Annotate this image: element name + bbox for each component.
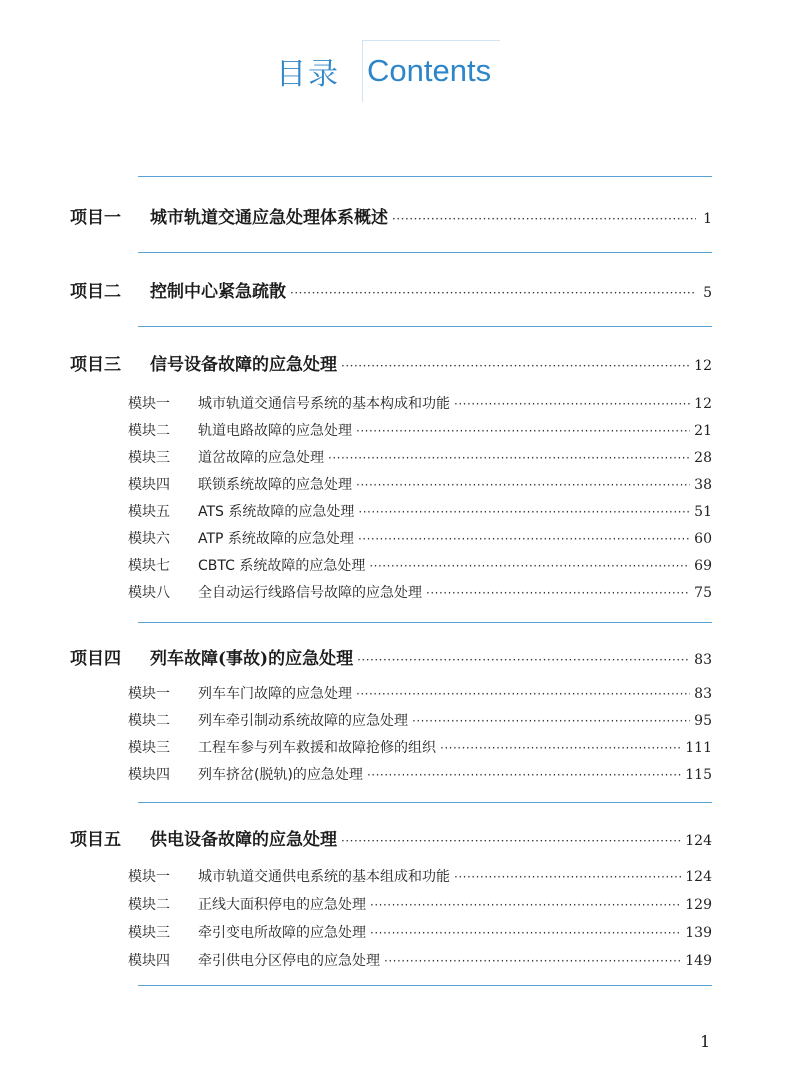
module-page: 60 — [694, 531, 712, 547]
module-title: 联锁系统故障的应急处理 — [198, 477, 352, 493]
toc-module-entry[interactable] — [128, 447, 712, 469]
project-number: 项目四 — [70, 649, 121, 669]
leader-dots — [357, 653, 690, 667]
leader-dots — [358, 532, 690, 546]
toc-module-entry[interactable] — [128, 866, 712, 888]
leader-dots — [358, 505, 690, 519]
toc-module-entry[interactable] — [128, 922, 712, 944]
divider — [138, 985, 712, 986]
toc-module-entry[interactable] — [128, 683, 712, 705]
module-title: 全自动运行线路信号故障的应急处理 — [198, 585, 422, 601]
leader-dots — [367, 768, 681, 782]
module-title: 列车车门故障的应急处理 — [198, 686, 352, 702]
leader-dots — [356, 424, 690, 438]
leader-dots — [356, 478, 690, 492]
module-page: 139 — [685, 925, 712, 941]
module-page: 38 — [694, 477, 712, 493]
project-title: 供电设备故障的应急处理 — [150, 830, 337, 850]
project-page: 5 — [703, 285, 712, 301]
module-number: 模块一 — [128, 396, 170, 412]
project-page: 124 — [685, 833, 712, 849]
project-page: 83 — [694, 652, 712, 668]
leader-dots — [412, 714, 690, 728]
toc-project-entry[interactable] — [70, 203, 712, 229]
module-title: 列车挤岔(脱轨)的应急处理 — [198, 767, 363, 783]
project-number: 项目二 — [70, 282, 121, 302]
module-number: 模块八 — [128, 585, 170, 601]
module-page: 12 — [694, 396, 712, 412]
module-number: 模块四 — [128, 953, 170, 969]
leader-dots — [426, 586, 690, 600]
module-page: 21 — [694, 423, 712, 439]
toc-project-entry[interactable] — [70, 277, 712, 303]
toc-module-entry[interactable] — [128, 501, 712, 523]
module-title: CBTC 系统故障的应急处理 — [198, 558, 366, 574]
toc-module-entry[interactable] — [128, 528, 712, 550]
project-page: 12 — [694, 358, 712, 374]
leader-dots — [356, 687, 690, 701]
divider — [138, 252, 712, 253]
module-number: 模块七 — [128, 558, 170, 574]
module-title: ATS 系统故障的应急处理 — [198, 504, 355, 520]
toc-module-entry[interactable] — [128, 950, 712, 972]
project-number: 项目三 — [70, 355, 121, 375]
page-number: 1 — [700, 1032, 711, 1051]
leader-dots — [440, 741, 681, 755]
project-number: 项目五 — [70, 830, 121, 850]
leader-dots — [328, 451, 690, 465]
toc-module-entry[interactable] — [128, 420, 712, 442]
module-page: 129 — [685, 897, 712, 913]
module-page: 95 — [694, 713, 712, 729]
module-title: 工程车参与列车救援和故障抢修的组织 — [198, 740, 436, 756]
module-title: 道岔故障的应急处理 — [198, 450, 324, 466]
leader-dots — [392, 212, 696, 226]
module-page: 115 — [685, 767, 712, 783]
module-number: 模块四 — [128, 767, 170, 783]
module-number: 模块六 — [128, 531, 170, 547]
project-title: 控制中心紧急疏散 — [150, 282, 286, 302]
page-header — [276, 40, 491, 102]
leader-dots — [454, 397, 690, 411]
module-page: 149 — [685, 953, 712, 969]
module-number: 模块二 — [128, 713, 170, 729]
divider — [138, 326, 712, 327]
module-title: 牵引供电分区停电的应急处理 — [198, 953, 380, 969]
module-page: 75 — [694, 585, 712, 601]
module-number: 模块三 — [128, 450, 170, 466]
toc-project-entry[interactable] — [70, 644, 712, 670]
project-title: 列车故障(事故)的应急处理 — [150, 649, 354, 669]
module-page: 69 — [694, 558, 712, 574]
module-title: 城市轨道交通供电系统的基本组成和功能 — [198, 869, 450, 885]
title-english: Contents — [362, 40, 491, 102]
leader-dots — [341, 359, 690, 373]
module-number: 模块四 — [128, 477, 170, 493]
toc-module-entry[interactable] — [128, 582, 712, 604]
module-number: 模块五 — [128, 504, 170, 520]
divider — [138, 176, 712, 177]
toc-module-entry[interactable] — [128, 737, 712, 759]
leader-dots — [454, 870, 681, 884]
toc-module-entry[interactable] — [128, 474, 712, 496]
module-page: 111 — [685, 740, 712, 756]
module-number: 模块一 — [128, 869, 170, 885]
toc-project-entry[interactable] — [70, 825, 712, 851]
leader-dots — [370, 898, 681, 912]
leader-dots — [341, 834, 681, 848]
leader-dots — [290, 286, 696, 300]
module-page: 83 — [694, 686, 712, 702]
module-page: 124 — [685, 869, 712, 885]
toc-module-entry[interactable] — [128, 393, 712, 415]
project-title: 信号设备故障的应急处理 — [150, 355, 337, 375]
toc-module-entry[interactable] — [128, 555, 712, 577]
module-title: 正线大面积停电的应急处理 — [198, 897, 366, 913]
module-number: 模块一 — [128, 686, 170, 702]
module-page: 51 — [694, 504, 712, 520]
module-title: 轨道电路故障的应急处理 — [198, 423, 352, 439]
module-title: ATP 系统故障的应急处理 — [198, 531, 354, 547]
module-title: 列车牵引制动系统故障的应急处理 — [198, 713, 408, 729]
leader-dots — [370, 926, 681, 940]
module-number: 模块二 — [128, 897, 170, 913]
module-title: 城市轨道交通信号系统的基本构成和功能 — [198, 396, 450, 412]
project-number: 项目一 — [70, 208, 121, 228]
leader-dots — [384, 954, 681, 968]
module-number: 模块三 — [128, 740, 170, 756]
project-page: 1 — [703, 211, 712, 227]
module-page: 28 — [694, 450, 712, 466]
title-chinese: 目录 — [276, 57, 340, 92]
leader-dots — [369, 559, 690, 573]
divider — [138, 622, 712, 623]
toc-module-entry[interactable] — [128, 710, 712, 732]
toc-module-entry[interactable] — [128, 764, 712, 786]
module-title: 牵引变电所故障的应急处理 — [198, 925, 366, 941]
project-title: 城市轨道交通应急处理体系概述 — [150, 208, 388, 228]
divider — [138, 802, 712, 803]
toc-module-entry[interactable] — [128, 894, 712, 916]
module-number: 模块二 — [128, 423, 170, 439]
toc-project-entry[interactable] — [70, 350, 712, 376]
module-number: 模块三 — [128, 925, 170, 941]
